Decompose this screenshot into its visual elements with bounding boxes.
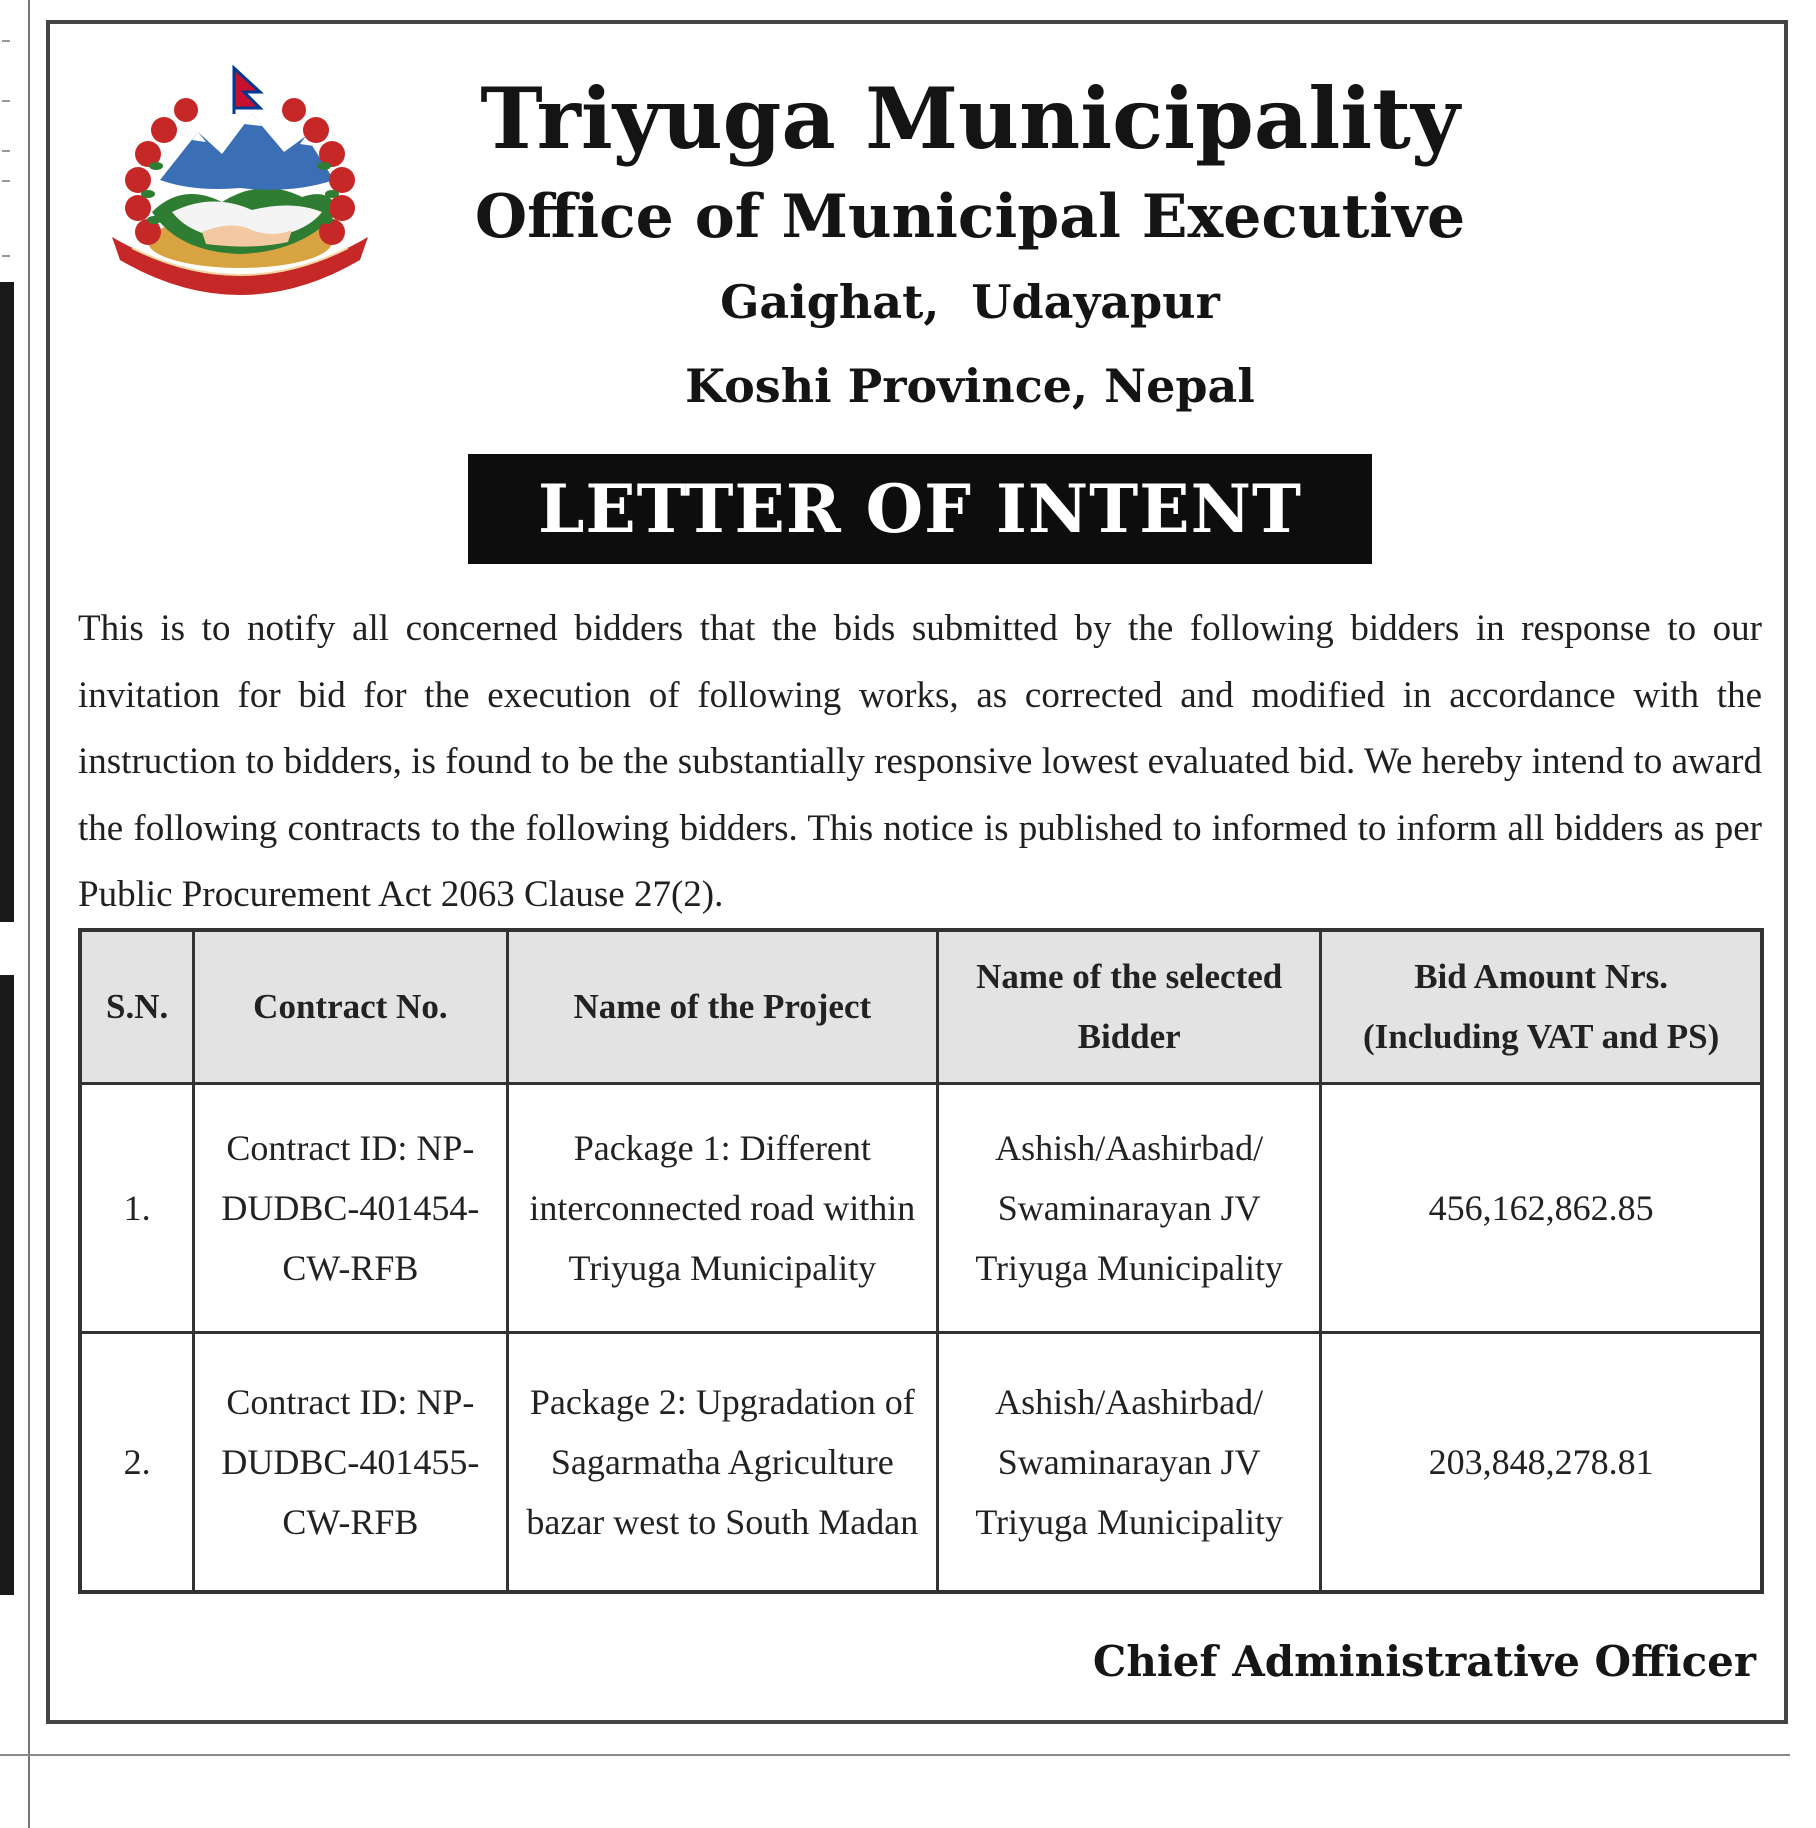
header-bid-amount — [1321, 930, 1762, 1084]
notice-paragraph: This is to notify all concerned bidders that the bids submitted by the following bidders in response to our invitation for bid for the execution of following works, as corrected and modified in accordance with the instruction to bidders, is found to be the substantially responsive lowest evaluated bid. We hereby intend to award the following contracts to the following bidders. This notice is published to informed to inform all bidders as per Public Procurement Act 2063 Clause 27(2). — [78, 608, 1762, 915]
cell-project-name: Package 1: Different interconnected road within Triyuga Municipality — [507, 1084, 938, 1333]
adjacent-column-bleed — [0, 0, 30, 1828]
awarded-bids-table — [78, 928, 1764, 1594]
cell-contract-id: Contract ID: NP-DUDBC-401455-CW-RFB — [194, 1333, 507, 1593]
cell-project-name: Package 2: Upgradation of Sagarmatha Agriculture bazar west to South Madan — [507, 1333, 938, 1593]
location-line-1: Gaighat, Udayapur — [720, 275, 1220, 329]
table-row — [80, 1333, 1762, 1593]
municipality-title: Triyuga Municipality — [480, 69, 1460, 168]
cell-bid-amount: 456,162,862.85 — [1321, 1084, 1762, 1333]
header-bid-amount-line2: (Including VAT and PS) — [1362, 1017, 1720, 1056]
masthead — [380, 64, 1560, 428]
header-selected-bidder: Name of the selected Bidder — [938, 930, 1321, 1084]
cell-bidder-name: Ashish/Aashirbad/ Swaminarayan JV Triyuga Municipality — [938, 1333, 1321, 1593]
header-contract-no: Contract No. — [194, 930, 507, 1084]
nepal-government-emblem-icon — [102, 62, 378, 302]
cell-contract-id: Contract ID: NP-DUDBC-401454-CW-RFB — [194, 1084, 507, 1333]
cell-bid-amount: 203,848,278.81 — [1321, 1333, 1762, 1593]
cell-bidder-name: Ashish/Aashirbad/ Swaminarayan JV Triyuga Municipality — [938, 1084, 1321, 1333]
table-row — [80, 1084, 1762, 1333]
signatory-title: Chief Administrative Officer — [1092, 1637, 1756, 1686]
header-project-name: Name of the Project — [507, 930, 938, 1084]
location-line-2: Koshi Province, Nepal — [685, 359, 1255, 413]
page-bottom-rule — [0, 1754, 1790, 1756]
cell-sn: 1. — [80, 1084, 194, 1333]
header-sn: S.N. — [80, 930, 194, 1084]
letter-of-intent-banner: LETTER OF INTENT — [468, 454, 1372, 564]
header-bid-amount-line1: Bid Amount Nrs. — [1414, 957, 1669, 996]
table-header-row — [80, 930, 1762, 1084]
notice-frame — [46, 20, 1788, 1724]
cell-sn: 2. — [80, 1333, 194, 1593]
office-title: Office of Municipal Executive — [474, 182, 1466, 252]
